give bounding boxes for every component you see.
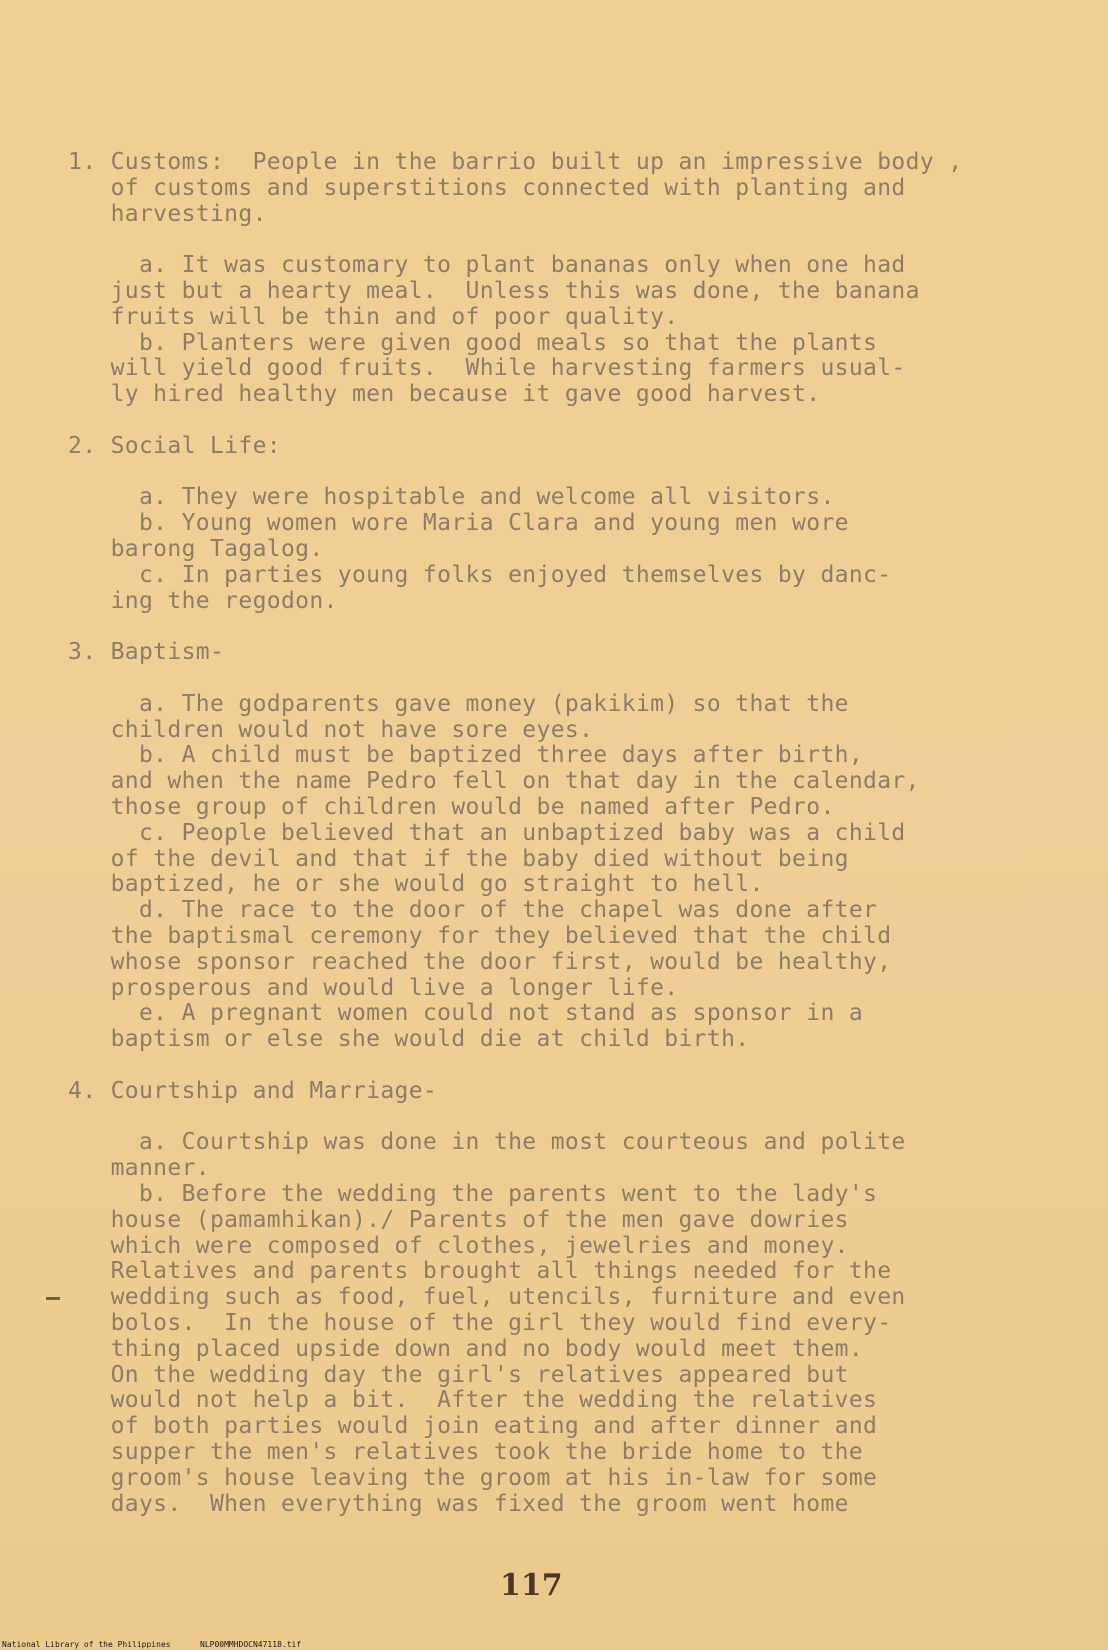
text-line: of both parties would join eating and after dinner and <box>68 1413 878 1440</box>
text-line: c. People believed that an unbaptized baby was a child <box>68 819 906 846</box>
text-line: e. A pregnant women could not stand as sponsor in a <box>68 1000 864 1027</box>
text-line: thing placed upside down and no body would meet them. <box>68 1335 864 1362</box>
text-line: b. Young women wore Maria Clara and young men wore <box>68 510 849 537</box>
text-line: a. The godparents gave money (pakikim) so that the <box>68 690 849 717</box>
text-line: 2. Social Life: <box>68 432 281 459</box>
text-line: those group of children would be named after Pedro. <box>68 794 835 820</box>
text-line: would not help a bit. After the wedding the relatives <box>68 1387 878 1414</box>
text-line: Relatives and parents brought all things needed for the <box>68 1258 892 1285</box>
text-line: days. When everything was fixed the groom went home <box>68 1490 849 1517</box>
text-line: ing the regodon. <box>68 587 338 614</box>
text-line: 3. Baptism- <box>68 639 225 666</box>
text-line: a. It was customary to plant bananas only when one had <box>68 252 906 279</box>
text-line: wedding such as food, fuel, utencils, furniture and even <box>68 1284 906 1311</box>
text-line: prosperous and would live a longer life. <box>68 974 679 1001</box>
text-line: of customs and superstitions connected with planting and <box>68 174 906 201</box>
text-line: groom's house leaving the groom at his in-law for some <box>68 1464 878 1491</box>
text-line: of the devil and that if the baby died without being <box>68 845 849 872</box>
text-line: children would not have sore eyes. <box>68 716 594 743</box>
text-line: a. Courtship was done in the most courteous and polite <box>68 1129 906 1156</box>
text-line: a. They were hospitable and welcome all visitors. <box>68 484 835 511</box>
text-line: baptized, he or she would go straight to hell. <box>68 871 764 898</box>
text-line: 4. Courtship and Marriage- <box>68 1077 438 1104</box>
footer-filename: NLP00MMHDOCN47118.tif <box>200 1640 302 1649</box>
text-line: b. Planters were given good meals so that the plants <box>68 329 878 356</box>
text-line: ly hired healthy men because it gave good harvest. <box>68 381 821 408</box>
text-line: b. A child must be baptized three days after birth, <box>68 742 864 769</box>
scan-footer <box>0 1639 1108 1650</box>
text-line: 1. Customs: People in the barrio built up an impressive body , <box>68 149 963 175</box>
margin-dash-mark <box>46 1297 60 1300</box>
text-line: which were composed of clothes, jewelries and money. <box>68 1232 849 1259</box>
text-line: and when the name Pedro fell on that day in the calendar, <box>68 768 920 795</box>
text-line: barong Tagalog. <box>68 536 324 562</box>
text-line: whose sponsor reached the door first, would be healthy, <box>68 948 892 975</box>
text-line: house (pamamhikan)./ Parents of the men gave dowries <box>68 1206 849 1233</box>
text-line: just but a hearty meal. Unless this was done, the banana <box>68 278 920 304</box>
text-line: supper the men's relatives took the bride home to the <box>68 1439 864 1465</box>
text-line: d. The race to the door of the chapel was done after <box>68 897 878 924</box>
text-line: c. In parties young folks enjoyed themselves by danc- <box>68 561 892 588</box>
page-number: 117 <box>500 1568 563 1603</box>
text-line: On the wedding day the girl's relatives appeared but <box>68 1361 849 1388</box>
text-line: bolos. In the house of the girl they would find every- <box>68 1310 892 1336</box>
text-line: harvesting. <box>68 200 267 227</box>
text-line: fruits will be thin and of poor quality. <box>68 303 679 330</box>
footer-source: National Library of the Philippines <box>2 1640 171 1649</box>
text-line: b. Before the wedding the parents went to the lady's <box>68 1181 878 1207</box>
text-line: will yield good fruits. While harvesting farmers usual- <box>68 355 906 382</box>
text-line: manner. <box>68 1155 210 1182</box>
text-line: baptism or else she would die at child birth. <box>68 1026 750 1053</box>
text-line: the baptismal ceremony for they believed that the child <box>68 923 892 949</box>
